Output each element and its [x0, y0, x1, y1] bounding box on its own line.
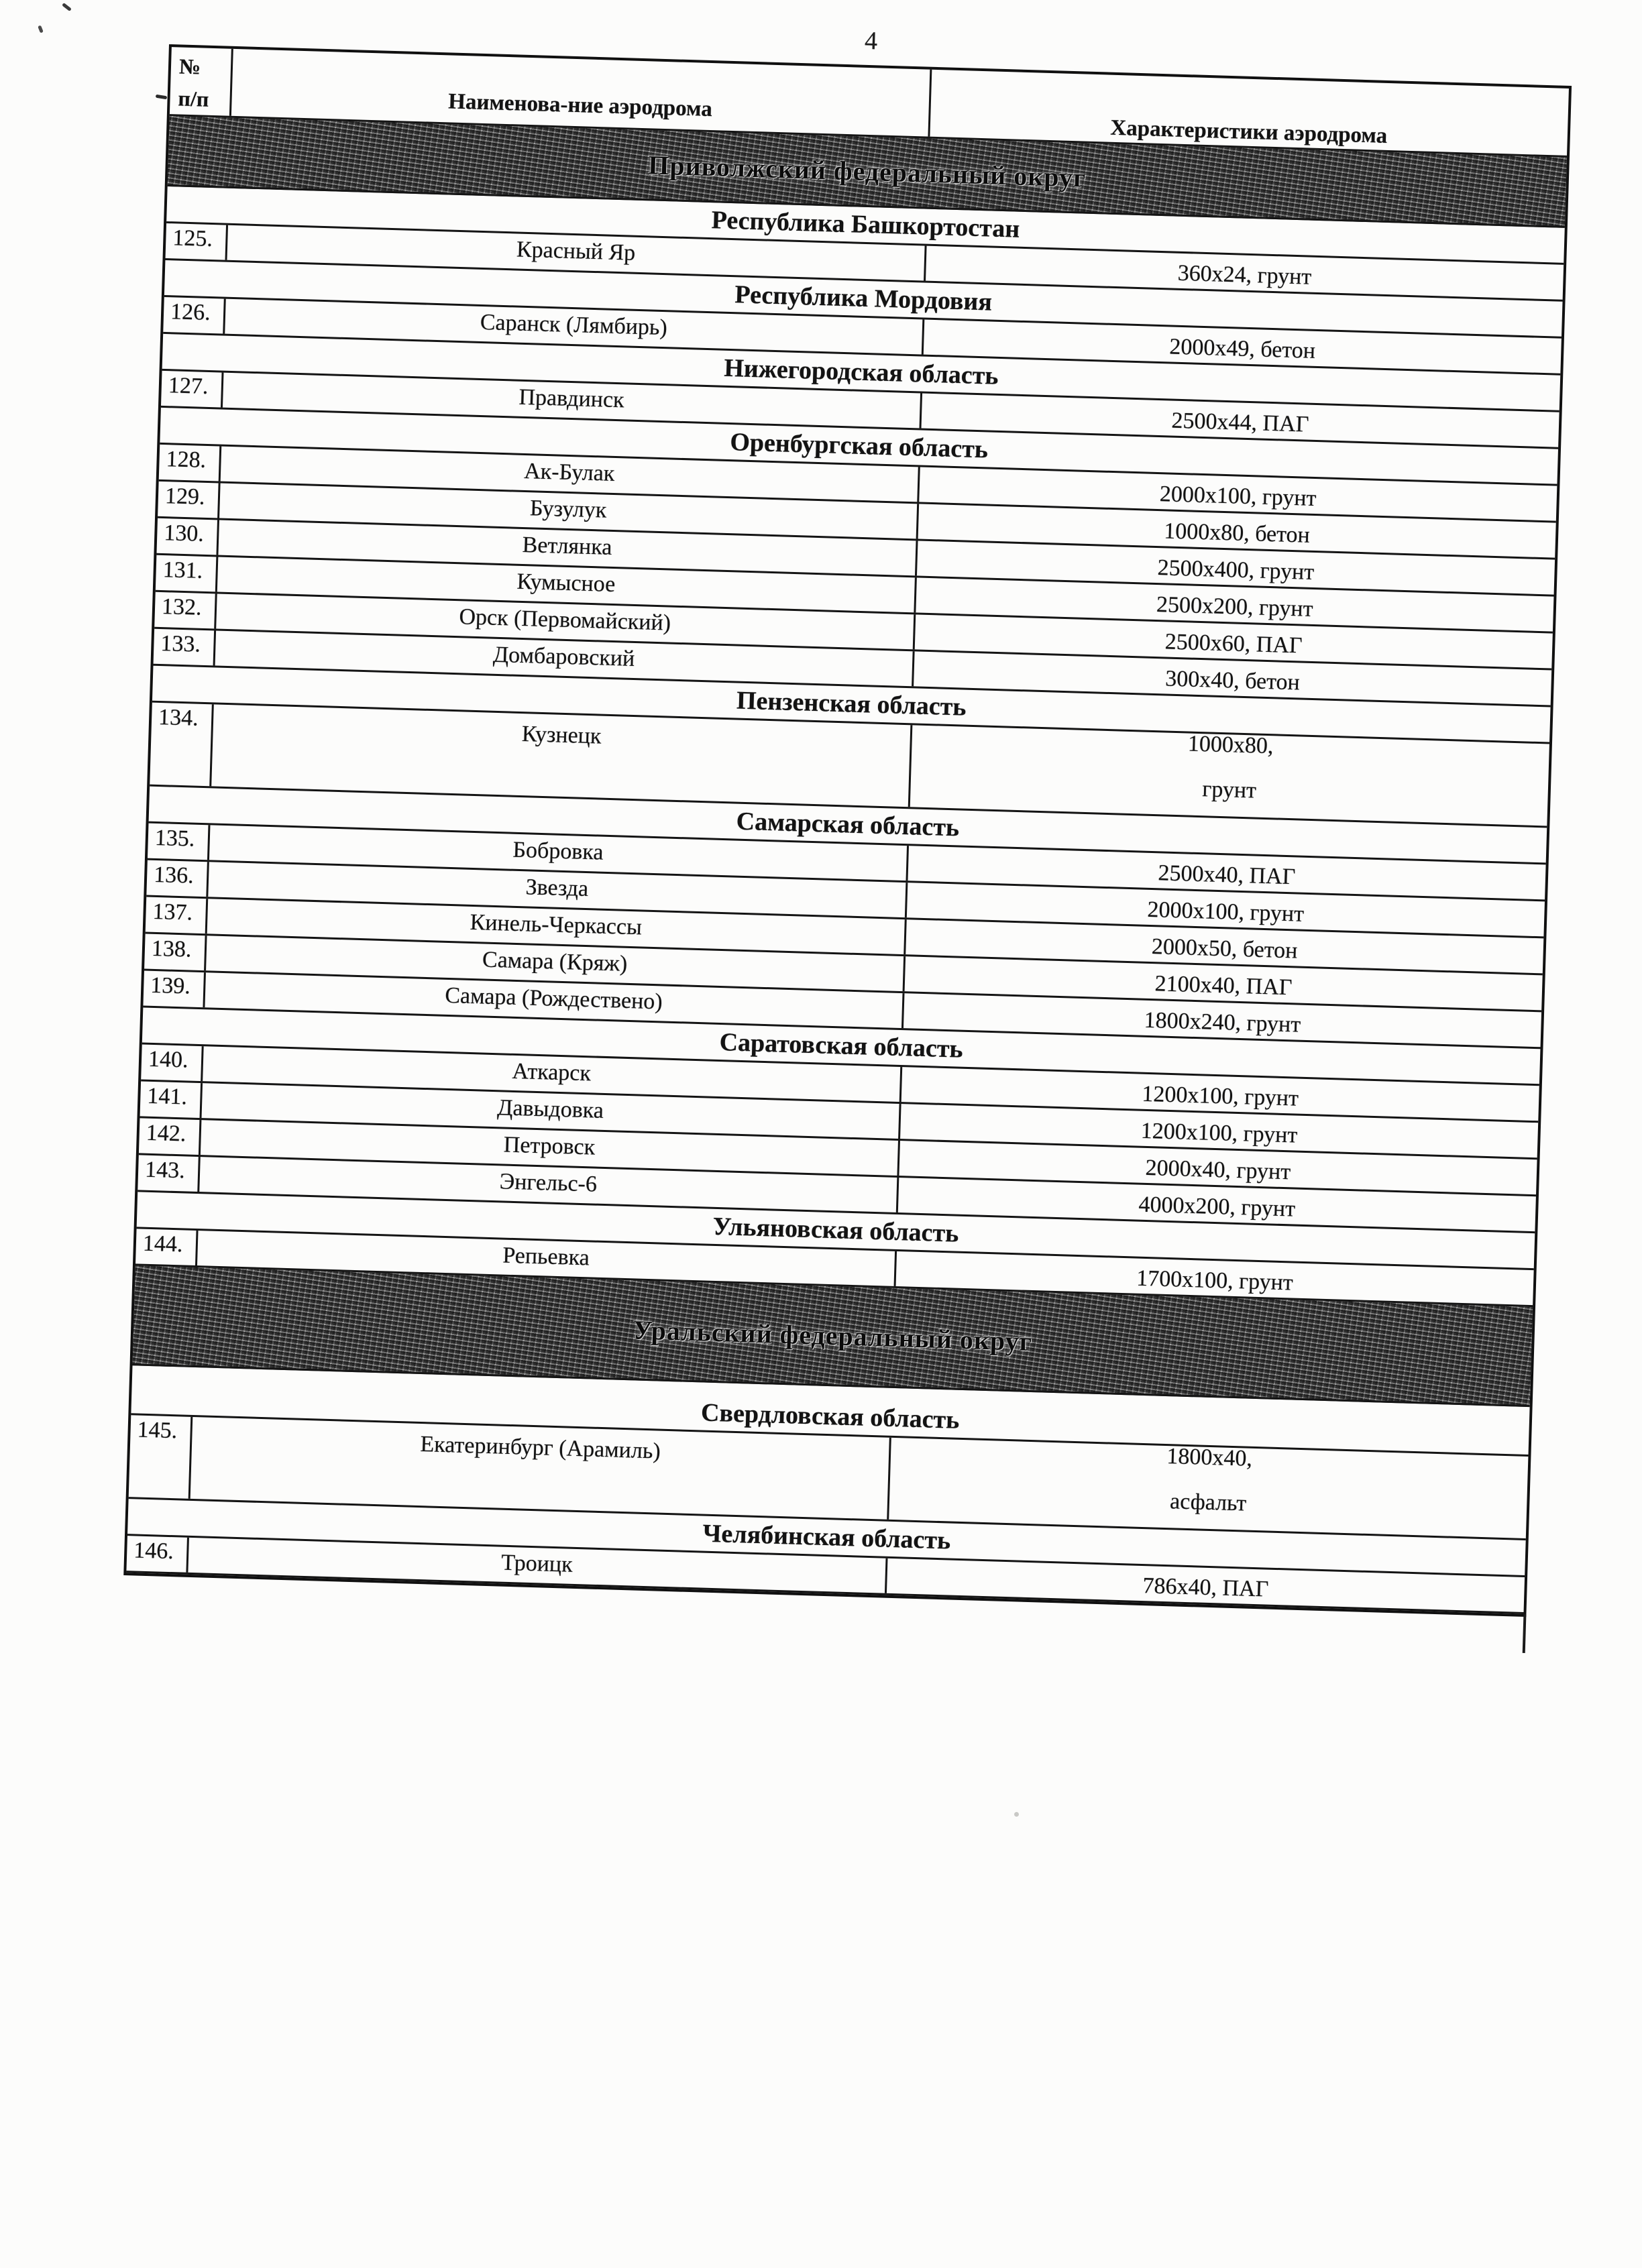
- row-number: 144.: [135, 1229, 199, 1265]
- header-aerodrome-name: Наименова-ние аэродрома: [231, 49, 932, 137]
- region-header: Республика Башкортостан: [166, 186, 1565, 265]
- aerodrome-characteristics: 2000х40, грунт: [1145, 1155, 1291, 1185]
- page-number: 4: [864, 26, 878, 56]
- aerodrome-name: Красный Яр: [227, 225, 926, 281]
- region-header: Республика Мордовия: [164, 260, 1563, 339]
- row-number: 136.: [146, 860, 209, 897]
- aerodrome-name: Екатеринбург (Арамиль): [190, 1417, 891, 1520]
- aerodrome-name: Орск (Первомайский): [216, 593, 916, 649]
- region-header: Самарская область: [149, 787, 1547, 865]
- aerodrome-name: Саранск (Лямбирь): [225, 299, 924, 355]
- aerodrome-name: Аткарск: [203, 1046, 902, 1102]
- region-header: Пензенская область: [152, 666, 1551, 744]
- aerodrome-name: Самара (Кряж): [206, 935, 906, 991]
- aerodrome-name: Домбаровский: [215, 630, 915, 686]
- aerodrome-name: Петровск: [201, 1120, 900, 1176]
- aerodrome-characteristics: 1000х80, грунт: [1187, 731, 1274, 803]
- aerodrome-name: Бузулук: [219, 484, 919, 539]
- aerodrome-name: Звезда: [208, 862, 908, 917]
- table-body: [126, 116, 1567, 1614]
- row-number: 125.: [166, 223, 229, 260]
- region-header: Нижегородская область: [162, 334, 1561, 412]
- aerodrome-name: Кумысное: [217, 557, 917, 613]
- row-number: 142.: [139, 1118, 202, 1155]
- aerodrome-characteristics: 1200х100, грунт: [1140, 1118, 1298, 1148]
- aerodrome-name: Кузнецк: [211, 704, 912, 807]
- aerodrome-name: Давыдовка: [202, 1083, 901, 1139]
- aerodrome-characteristics: 360х24, грунт: [1177, 260, 1312, 290]
- aerodrome-characteristics: 1800х40, асфальт: [1166, 1444, 1253, 1516]
- row-number: 143.: [138, 1155, 201, 1192]
- aerodrome-name: Репьевка: [197, 1231, 897, 1286]
- federal-district-band: Уральский федеральный округ: [133, 1265, 1533, 1407]
- scanned-sheet: [123, 26, 1572, 1617]
- aerodrome-characteristics: 1000х80, бетон: [1163, 518, 1311, 548]
- aerodrome-characteristics: 300х40, бетон: [1164, 666, 1301, 695]
- aerodrome-characteristics: 4000х200, грунт: [1138, 1192, 1296, 1222]
- aerodrome-characteristics: 2000х49, бетон: [1168, 334, 1316, 363]
- aerodrome-name: Ветлянка: [218, 520, 918, 576]
- row-number: 135.: [148, 824, 211, 860]
- aerodrome-characteristics: 1700х100, грунт: [1136, 1265, 1294, 1296]
- aerodrome-name: Бобровка: [209, 825, 909, 881]
- aerodrome-name: Ак-Булак: [221, 447, 920, 502]
- scan-speck: [156, 95, 168, 100]
- row-number: 134.: [150, 703, 214, 787]
- row-number: 132.: [154, 592, 217, 629]
- aerodrome-characteristics: 1800х240, грунт: [1144, 1007, 1301, 1037]
- aerodrome-name: Троицк: [188, 1538, 887, 1593]
- region-header: Челябинская область: [127, 1499, 1526, 1577]
- header-number-column: № п/п: [170, 47, 233, 116]
- aerodrome-name: Энгельс-6: [199, 1157, 899, 1212]
- row-number: 133.: [154, 629, 217, 666]
- row-number: 130.: [156, 518, 219, 555]
- aerodrome-characteristics: 1200х100, грунт: [1141, 1081, 1299, 1111]
- region-header: Саратовская область: [142, 1007, 1541, 1086]
- aerodrome-characteristics: 786х40, ПАГ: [1142, 1573, 1269, 1602]
- row-number: 139.: [143, 971, 206, 1008]
- federal-district-band: Приволжский федеральный округ: [168, 116, 1567, 228]
- row-number: 131.: [156, 555, 219, 592]
- scan-speck: [62, 3, 72, 11]
- row-number: 146.: [126, 1536, 189, 1573]
- aerodrome-characteristics: 2500х400, грунт: [1157, 555, 1315, 585]
- aerodrome-characteristics: 2500х44, ПАГ: [1171, 408, 1309, 437]
- row-number: 127.: [161, 371, 224, 408]
- aerodrome-table: [123, 44, 1572, 1617]
- aerodrome-name: Кинель-Черкассы: [207, 899, 907, 954]
- row-number: 138.: [144, 934, 207, 971]
- header-aerodrome-characteristics: Характеристики аэродрома: [1109, 115, 1388, 148]
- aerodrome-name: Самара (Рождествено): [205, 972, 904, 1028]
- row-number: 126.: [163, 297, 226, 334]
- aerodrome-characteristics: 2000х50, бетон: [1151, 934, 1298, 964]
- row-number: 141.: [140, 1081, 203, 1118]
- aerodrome-characteristics: 2000х100, грунт: [1147, 897, 1305, 927]
- aerodrome-characteristics: 2100х40, ПАГ: [1154, 971, 1293, 1001]
- aerodrome-characteristics: 2500х200, грунт: [1156, 592, 1314, 622]
- aerodrome-characteristics: 2500х60, ПАГ: [1164, 629, 1303, 659]
- aerodrome-name: Правдинск: [223, 373, 922, 429]
- region-header: Ульяновская область: [137, 1192, 1535, 1270]
- row-number: 137.: [146, 897, 209, 934]
- row-number: 145.: [129, 1415, 193, 1499]
- scan-speck: [38, 25, 44, 33]
- aerodrome-characteristics: 2500х40, ПАГ: [1158, 860, 1296, 890]
- row-number: 140.: [141, 1044, 204, 1081]
- scan-speck: [1014, 1812, 1019, 1817]
- row-number: 128.: [159, 445, 222, 481]
- aerodrome-characteristics: 2000х100, грунт: [1159, 481, 1317, 512]
- row-number: 129.: [158, 481, 221, 518]
- region-header: Оренбургская область: [160, 408, 1558, 486]
- region-header: Свердловская область: [131, 1365, 1529, 1457]
